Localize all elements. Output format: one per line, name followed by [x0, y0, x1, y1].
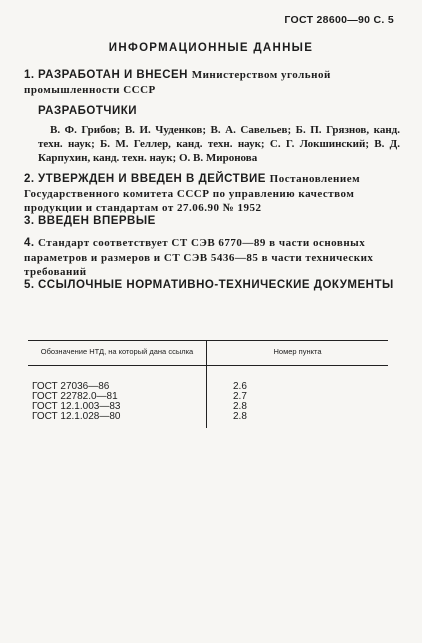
page-header: ГОСТ 28600—90 С. 5: [284, 14, 394, 26]
section-5-title: ССЫЛОЧНЫЕ НОРМАТИВНО-ТЕХНИЧЕСКИЕ ДОКУМЕНТЫ: [38, 279, 394, 291]
item-cell: 2.7: [207, 392, 389, 402]
section-5-heading: [24, 278, 400, 292]
section-4: [24, 236, 400, 280]
references-table-header: [28, 341, 388, 366]
developers-heading: РАЗРАБОТЧИКИ: [38, 105, 137, 117]
section-1-text: Министерством угольной промышленности СССР: [24, 69, 331, 96]
developers-list: В. Ф. Грибов; В. И. Чуденков; В. А. Савельев; Б. П. Грязнов, канд. техн. наук; Б. М. Геллер, канд. техн. наук; С. Г. Локшинский; В. Д. Карпухин, канд. техн. наук; О. В. Миронова: [38, 124, 400, 164]
section-2: [24, 172, 400, 216]
page-title: ИНФОРМАЦИОННЫЕ ДАННЫЕ: [108, 42, 314, 54]
section-4-heading: [24, 236, 400, 280]
table-row: [28, 366, 388, 393]
section-3-title: ВВЕДЕН ВПЕРВЫЕ: [38, 215, 156, 227]
section-3: [24, 214, 400, 228]
section-2-number: 2.: [24, 173, 35, 185]
table-row: [28, 412, 388, 428]
section-2-heading: [24, 172, 400, 216]
section-1: [24, 68, 400, 165]
references-table: [28, 340, 388, 428]
section-4-text: Стандарт соответствует СТ СЭВ 6770—89 в части основных параметров и размеров и СТ СЭВ 5436—85 в части технических требований: [24, 237, 374, 278]
section-5: [24, 278, 400, 292]
section-5-number: 5.: [24, 279, 35, 291]
item-cell: 2.8: [207, 402, 389, 412]
section-1-heading: [24, 68, 400, 97]
section-1-title: РАЗРАБОТАН И ВНЕСЕН: [38, 69, 188, 81]
item-cell: 2.8: [207, 412, 389, 428]
col-item-header: Номер пункта: [207, 341, 389, 366]
ntd-cell: ГОСТ 22782.0—81: [32, 391, 118, 402]
section-3-number: 3.: [24, 215, 35, 227]
ntd-cell: ГОСТ 12.1.028—80: [32, 411, 121, 422]
col-ntd-header: Обозначение НТД, на который дана ссылка: [28, 341, 207, 366]
section-3-heading: [24, 214, 400, 228]
item-cell: 2.6: [207, 366, 389, 393]
section-4-number: 4.: [24, 237, 35, 249]
ntd-cell: ГОСТ 12.1.003—83: [32, 401, 121, 412]
section-2-text: Постановлением Государственного комитета СССР по управлению качеством продукции и стандартам от 27.06.90 № 1952: [24, 173, 361, 214]
section-2-title: УТВЕРЖДЕН И ВВЕДЕН В ДЕЙСТВИЕ: [38, 173, 266, 185]
section-1-number: 1.: [24, 69, 35, 81]
ntd-cell: ГОСТ 27036—86: [32, 381, 110, 392]
